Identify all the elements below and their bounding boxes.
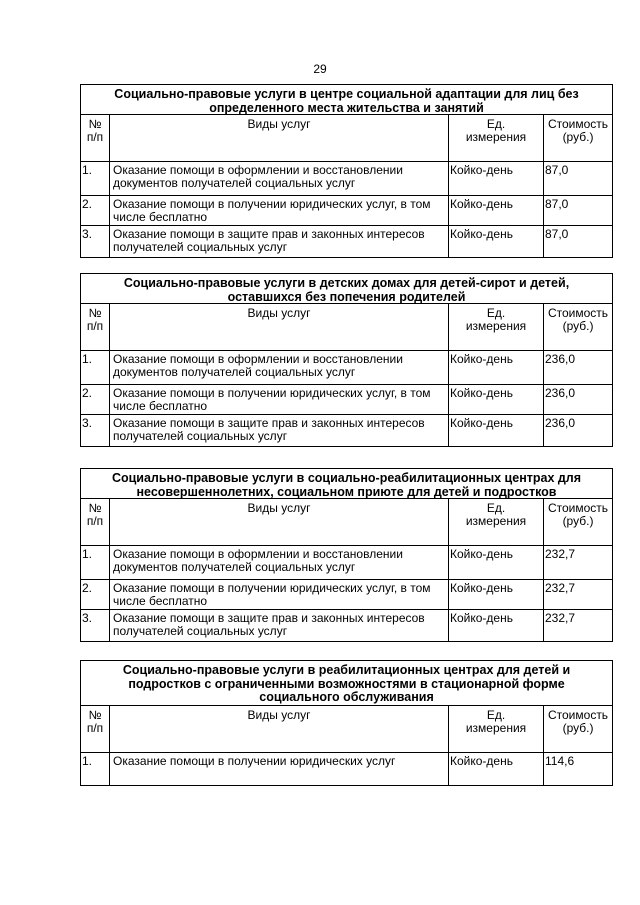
table-row: [81, 196, 613, 226]
header-kind: Виды услуг: [110, 706, 449, 753]
unit-value: Койко-день: [449, 610, 544, 642]
unit-value: Койко-день: [449, 580, 544, 610]
table-row: [81, 226, 613, 258]
unit-value: Койко-день: [449, 546, 544, 580]
cost-value: 236,0: [544, 415, 613, 447]
header-cost: Стоимость (руб.): [544, 115, 613, 162]
table-row: [81, 385, 613, 415]
table-title: Социально-правовые услуги в детских домах для детей-сирот и детей, оставшихся без попечения родителей: [81, 274, 613, 304]
unit-value: Койко-день: [449, 415, 544, 447]
header-num: № п/п: [81, 499, 110, 546]
table-title: Социально-правовые услуги в социально-реабилитационных центрах для несовершеннолетних, социальном приюте для детей и подростков: [81, 469, 613, 499]
service-name: Оказание помощи в защите прав и законных интересов получателей социальных услуг: [110, 610, 449, 642]
cost-value: 232,7: [544, 580, 613, 610]
services-table-4: [80, 660, 612, 786]
header-unit: Ед. измерения: [449, 706, 544, 753]
service-name: Оказание помощи в получении юридических услуг, в том числе бесплатно: [110, 196, 449, 226]
service-name: Оказание помощи в оформлении и восстановлении документов получателей социальных услуг: [110, 162, 449, 196]
header-cost: Стоимость (руб.): [544, 706, 613, 753]
header-unit: Ед. измерения: [449, 499, 544, 546]
row-number: 3.: [81, 226, 110, 258]
unit-value: Койко-день: [449, 196, 544, 226]
row-number: 1.: [81, 546, 110, 580]
services-table-1: [80, 84, 612, 258]
cost-value: 232,7: [544, 546, 613, 580]
header-cost: Стоимость (руб.): [544, 499, 613, 546]
table-title: Социально-правовые услуги в реабилитационных центрах для детей и подростков с ограниченными возможностями в стационарной форме социального обслуживания: [81, 661, 613, 706]
service-name: Оказание помощи в защите прав и законных интересов получателей социальных услуг: [110, 415, 449, 447]
page-number: 29: [313, 62, 327, 76]
header-num: № п/п: [81, 304, 110, 351]
table-row: [81, 546, 613, 580]
header-unit: Ед. измерения: [449, 304, 544, 351]
service-name: Оказание помощи в получении юридических услуг, в том числе бесплатно: [110, 385, 449, 415]
table-title: Социально-правовые услуги в центре социальной адаптации для лиц без определенного места жительства и занятий: [81, 85, 613, 115]
unit-value: Койко-день: [449, 753, 544, 786]
row-number: 2.: [81, 580, 110, 610]
service-name: Оказание помощи в оформлении и восстановлении документов получателей социальных услуг: [110, 546, 449, 580]
row-number: 2.: [81, 385, 110, 415]
table-row: [81, 162, 613, 196]
header-kind: Виды услуг: [110, 304, 449, 351]
header-num: № п/п: [81, 706, 110, 753]
table-row: [81, 610, 613, 642]
row-number: 1.: [81, 162, 110, 196]
cost-value: 236,0: [544, 351, 613, 385]
unit-value: Койко-день: [449, 226, 544, 258]
header-cost: Стоимость (руб.): [544, 304, 613, 351]
header-kind: Виды услуг: [110, 499, 449, 546]
row-number: 1.: [81, 351, 110, 385]
row-number: 3.: [81, 610, 110, 642]
service-name: Оказание помощи в оформлении и восстановлении документов получателей социальных услуг: [110, 351, 449, 385]
table-row: [81, 753, 613, 786]
cost-value: 87,0: [544, 162, 613, 196]
header-num: № п/п: [81, 115, 110, 162]
row-number: 3.: [81, 415, 110, 447]
table-row: [81, 415, 613, 447]
cost-value: 87,0: [544, 196, 613, 226]
cost-value: 114,6: [544, 753, 613, 786]
service-name: Оказание помощи в защите прав и законных интересов получателей социальных услуг: [110, 226, 449, 258]
row-number: 2.: [81, 196, 110, 226]
cost-value: 232,7: [544, 610, 613, 642]
row-number: 1.: [81, 753, 110, 786]
services-table-2: [80, 273, 612, 447]
service-name: Оказание помощи в получении юридических услуг, в том числе бесплатно: [110, 580, 449, 610]
table-row: [81, 351, 613, 385]
services-table-3: [80, 468, 612, 642]
unit-value: Койко-день: [449, 162, 544, 196]
cost-value: 236,0: [544, 385, 613, 415]
cost-value: 87,0: [544, 226, 613, 258]
unit-value: Койко-день: [449, 351, 544, 385]
header-kind: Виды услуг: [110, 115, 449, 162]
table-row: [81, 580, 613, 610]
service-name: Оказание помощи в получении юридических услуг: [110, 753, 449, 786]
unit-value: Койко-день: [449, 385, 544, 415]
header-unit: Ед. измерения: [449, 115, 544, 162]
